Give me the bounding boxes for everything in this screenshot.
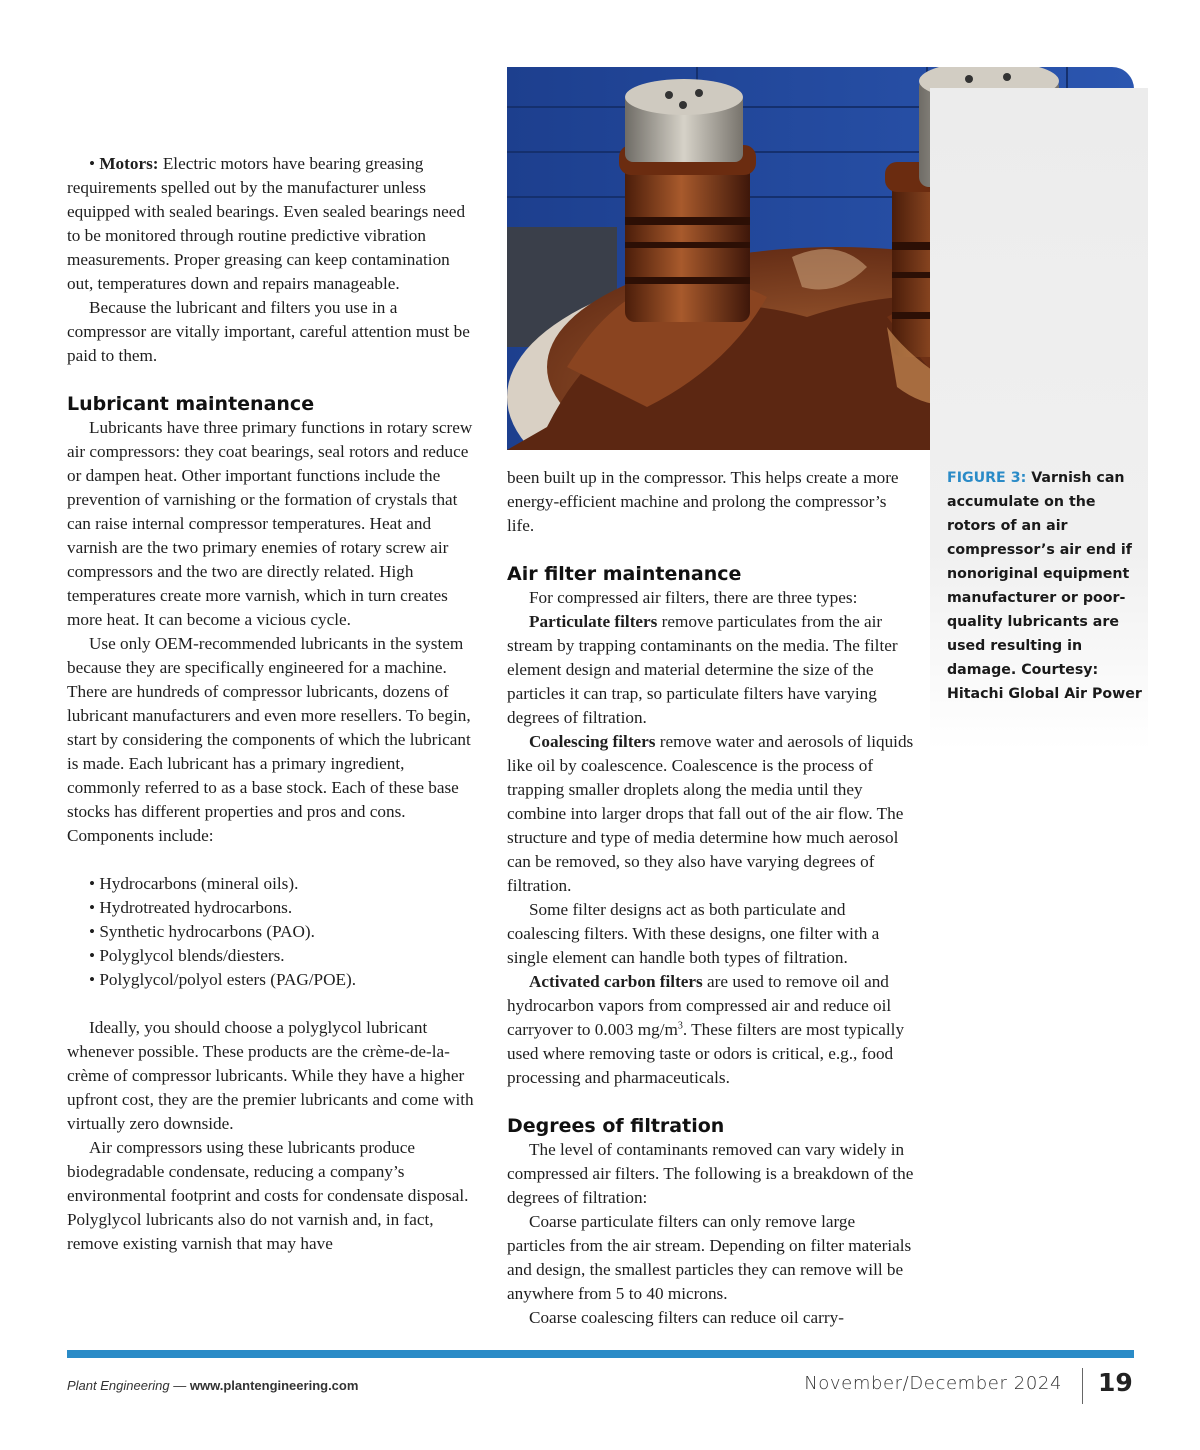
coarse-coalescing-paragraph: Coarse coalescing filters can reduce oil carry- — [529, 1308, 844, 1327]
heading-lubricant-maintenance: Lubricant maintenance — [67, 393, 315, 415]
some-filters-paragraph: Some filter designs act as both particulate and coalescing filters. With these designs, one filter with a single element can handle both types of filtration. — [507, 900, 880, 967]
carbon-text-b: . These filters are most typically used where removing taste or odors is critical, e.g., food processing and pharmaceuticals. — [507, 1020, 905, 1087]
list-item: • Polyglycol/polyol esters (PAG/POE). — [67, 968, 475, 992]
motors-text: Electric motors have bearing greasing requirements spelled out by the manufacturer unless equipped with sealed bearings. Even sealed bearings need to be monitored through routine predictive vibration measurements. Proper greasing can keep contamination out, temperatures down and repairs manageable. — [67, 154, 466, 293]
footer-separator: — — [169, 1378, 190, 1393]
figure-label: FIGURE 3: — [947, 470, 1027, 486]
publication-name: Plant Engineering — [67, 1378, 170, 1393]
coalescing-paragraph — [507, 730, 915, 898]
page-number: 19 — [1098, 1368, 1133, 1397]
column-middle — [507, 466, 915, 1330]
footer-url[interactable]: www.plantengineering.com — [189, 1378, 359, 1393]
carbon-superscript: 3 — [677, 1020, 683, 1032]
figure-caption — [947, 466, 1142, 706]
coalescing-label: Coalescing filters — [529, 732, 656, 751]
heading-degrees-of-filtration: Degrees of filtration — [507, 1115, 725, 1137]
heading-air-filter-maintenance: Air filter maintenance — [507, 563, 742, 585]
coalescing-text: remove water and aerosols of liquids like oil by coalescence. Coalescence is the process of trapping smaller droplets along the media until they combine into larger drops that fall out of the air flow. The structure and type of media determine how much aerosol can be removed, so they also have varying degrees of filtration. — [507, 732, 914, 895]
components-list — [67, 872, 475, 992]
because-paragraph: Because the lubricant and filters you use in a compressor are vitally important, careful attention must be paid to them. — [67, 298, 470, 365]
lubricant-paragraph-1: Lubricants have three primary functions in rotary screw air compressors: they coat bearings, seal rotors and reduce or dampen heat. Other important functions include the prevention of varnishing or the formation of crystals that can raise internal compressor temperatures. Heat and varnish are the two primary enemies of rotary screw air compressors and the two are directly related. High temperatures create more varnish, which in turn creates more heat. It can become a vicious cycle. — [67, 418, 473, 629]
list-item: • Hydrotreated hydrocarbons. — [67, 896, 475, 920]
motors-paragraph — [67, 152, 475, 296]
footer-divider — [1082, 1368, 1083, 1404]
list-item: • Synthetic hydrocarbons (PAO). — [67, 920, 475, 944]
particulate-text: remove particulates from the air stream by trapping contaminants on the media. The filter element design and material determine the size of the particles it can trap, so particulate filters have varying degrees of filtration. — [507, 612, 898, 727]
list-item: • Polyglycol blends/diesters. — [67, 944, 475, 968]
figure-caption-text: Varnish can accumulate on the rotors of an air compressor’s air end if nonoriginal equipment manufacturer or poor-quality lubricants are used resulting in damage. Courtesy: Hitachi Global Air Power — [947, 470, 1142, 702]
column-left — [67, 152, 475, 1256]
particulate-label: Particulate filters — [529, 612, 658, 631]
level-paragraph: The level of contaminants removed can vary widely in compressed air filters. The following is a breakdown of the degrees of filtration: — [507, 1140, 914, 1207]
footer-rule — [67, 1350, 1134, 1358]
carbon-text-a: are used to remove oil and hydrocarbon vapors from compressed air and reduce oil carryover to 0.003 mg/m — [507, 972, 892, 1039]
carbon-paragraph — [507, 970, 915, 1090]
footer-publication — [67, 1378, 358, 1393]
motors-label: Motors: — [99, 154, 159, 173]
ideally-paragraph: Ideally, you should choose a polyglycol lubricant whenever possible. These products are the crème-de-la-crème of compressor lubricants. While they have a higher upfront cost, they are the premier lubricants and come with virtually zero downside. — [67, 1018, 474, 1133]
issue-date: November/December 2024 — [804, 1373, 1062, 1394]
continuation-paragraph: been built up in the compressor. This helps create a more energy-efficient machine and prolong the compressor’s life. — [507, 468, 899, 535]
coarse-particulate-paragraph: Coarse particulate filters can only remove large particles from the air stream. Depending on filter materials and design, the smallest particles they can remove will be anywhere from 5 to 40 microns. — [507, 1212, 912, 1303]
types-paragraph: For compressed air filters, there are three types: — [529, 588, 858, 607]
lubricant-paragraph-2: Use only OEM-recommended lubricants in the system because they are specifically engineered for a machine. There are hundreds of compressor lubricants, dozens of lubricant manufacturers and even more resellers. To begin, start by considering the components of which the lubricant is made. Each lubricant has a primary ingredient, commonly referred to as a base stock. Each of these base stocks has different properties and pros and cons. Components include: — [67, 634, 471, 845]
list-item: • Hydrocarbons (mineral oils). — [67, 872, 475, 896]
carbon-label: Activated carbon filters — [529, 972, 703, 991]
particulate-paragraph — [507, 610, 915, 730]
air-compressors-paragraph: Air compressors using these lubricants produce biodegradable condensate, reducing a company’s environmental footprint and costs for condensate disposal. Polyglycol lubricants also do not varnish and, in fact, remove existing varnish that may have — [67, 1138, 469, 1253]
